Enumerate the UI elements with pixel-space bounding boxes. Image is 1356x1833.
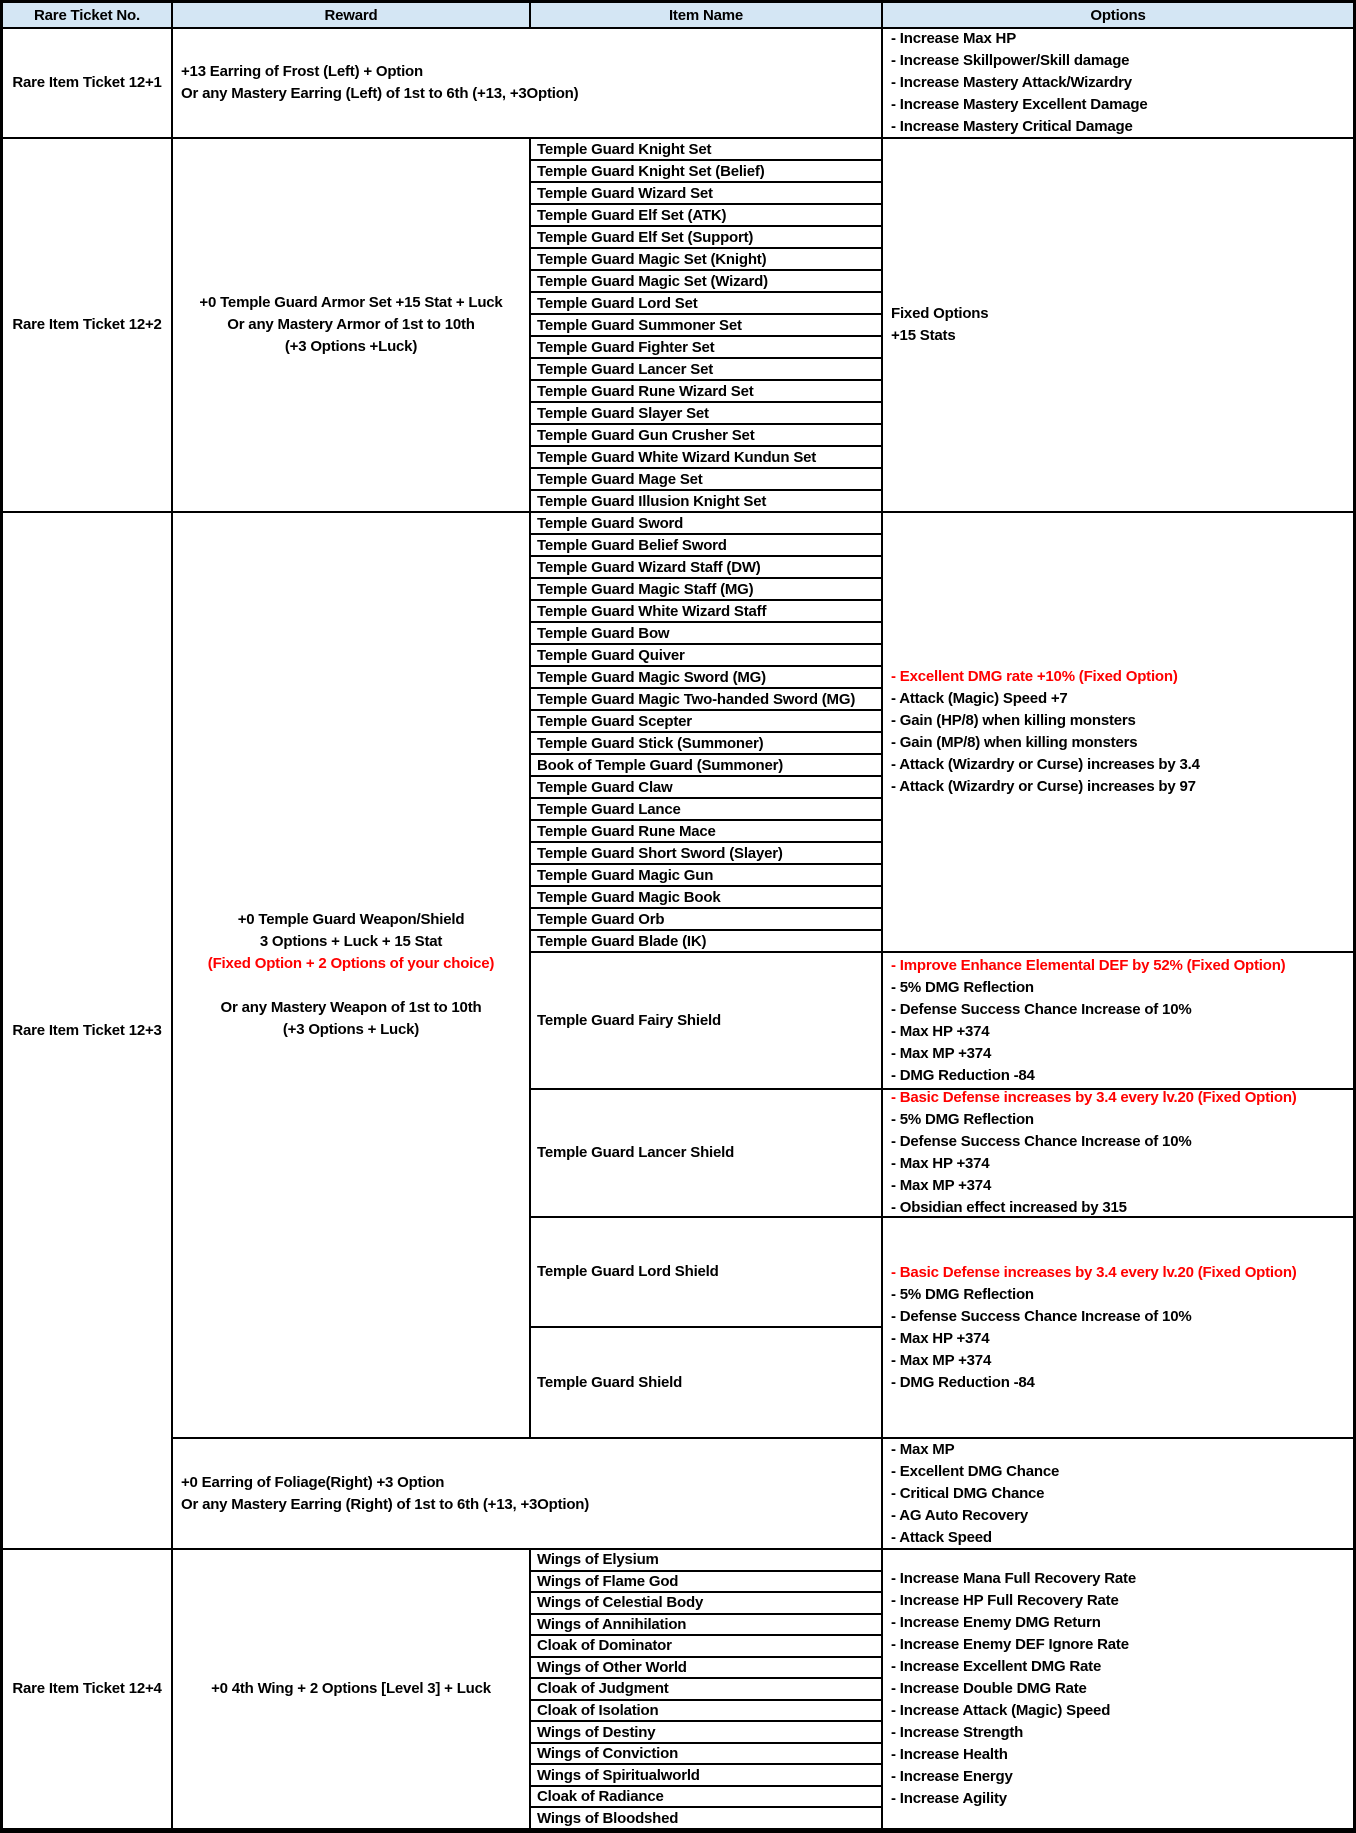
option-line: - Gain (HP/8) when killing monsters bbox=[891, 712, 1136, 729]
col-header-item-name bbox=[529, 3, 881, 27]
guard-shield-name: Temple Guard Shield bbox=[537, 1373, 683, 1391]
item-row: Temple Guard Illusion Knight Set bbox=[531, 489, 881, 511]
option-line: - Attack (Wizardry or Curse) increases by 3.4 bbox=[891, 756, 1200, 773]
option-line: - Max HP +374 bbox=[891, 1022, 990, 1040]
ticket3-reward-cell bbox=[171, 511, 529, 1437]
option-line: - 5% DMG Reflection bbox=[891, 1111, 1034, 1128]
option-line: Fixed Options bbox=[891, 305, 989, 322]
lord-shield-name-cell bbox=[529, 1216, 881, 1326]
option-line: - Max HP +374 bbox=[891, 1155, 990, 1172]
item-row: Temple Guard Wizard Staff (DW) bbox=[531, 555, 881, 577]
guard-shield-name-cell bbox=[529, 1326, 881, 1437]
option-line: - Max MP bbox=[891, 1440, 955, 1458]
item-row: Temple Guard Belief Sword bbox=[531, 533, 881, 555]
item-row: Temple Guard Wizard Set bbox=[531, 181, 881, 203]
col-header-options-label: Options bbox=[1090, 6, 1146, 24]
item-row: Cloak of Radiance bbox=[531, 1785, 881, 1807]
lancer-shield-options-cell bbox=[881, 1088, 1353, 1216]
option-line: - Improve Enhance Elemental DEF by 52% (Fixed Option) bbox=[891, 956, 1286, 974]
fairy-shield-name: Temple Guard Fairy Shield bbox=[537, 1011, 721, 1029]
item-row: Temple Guard Magic Gun bbox=[531, 863, 881, 885]
option-line: - Increase Health bbox=[891, 1746, 1008, 1763]
option-line: - Max HP +374 bbox=[891, 1329, 990, 1347]
reward-line: +13 Earring of Frost (Left) + Option bbox=[181, 63, 423, 80]
ticket3-weapon-list bbox=[529, 511, 881, 951]
option-line: - DMG Reduction -84 bbox=[891, 1066, 1035, 1084]
reward-line: (+3 Options +Luck) bbox=[284, 338, 418, 355]
option-line: - Increase Mana Full Recovery Rate bbox=[891, 1570, 1136, 1587]
option-line: - Attack (Magic) Speed +7 bbox=[891, 690, 1068, 707]
reward-line: +0 Temple Guard Weapon/Shield bbox=[237, 911, 465, 928]
reward-line: Or any Mastery Armor of 1st to 10th bbox=[227, 316, 475, 333]
ticket2-reward-cell bbox=[171, 137, 529, 511]
option-line: - Increase Agility bbox=[891, 1790, 1007, 1807]
option-line: - Defense Success Chance Increase of 10% bbox=[891, 1307, 1192, 1325]
option-line: - Critical DMG Chance bbox=[891, 1484, 1045, 1502]
ticket3-no-label: Rare Item Ticket 12+3 bbox=[12, 1021, 162, 1039]
item-row: Temple Guard Lancer Set bbox=[531, 357, 881, 379]
item-row: Temple Guard Blade (IK) bbox=[531, 929, 881, 951]
item-row: Temple Guard Rune Mace bbox=[531, 819, 881, 841]
ticket1-no-label: Rare Item Ticket 12+1 bbox=[12, 74, 162, 91]
ticket1-options-cell bbox=[881, 27, 1353, 137]
lancer-shield-name: Temple Guard Lancer Shield bbox=[537, 1144, 735, 1161]
ticket1-reward-cell bbox=[171, 27, 881, 137]
lord-and-shield-options-cell bbox=[881, 1216, 1353, 1437]
item-row: Wings of Celestial Body bbox=[531, 1591, 881, 1613]
item-row: Temple Guard Magic Set (Knight) bbox=[531, 247, 881, 269]
item-row: Temple Guard Lance bbox=[531, 797, 881, 819]
option-line: - Basic Defense increases by 3.4 every lv.20 (Fixed Option) bbox=[891, 1263, 1297, 1281]
option-line: - Excellent DMG rate +10% (Fixed Option) bbox=[891, 668, 1178, 685]
reward-line: +0 Temple Guard Armor Set +15 Stat + Luck bbox=[199, 294, 503, 311]
item-row: Temple Guard Knight Set (Belief) bbox=[531, 159, 881, 181]
ticket4-no-label: Rare Item Ticket 12+4 bbox=[12, 1680, 162, 1697]
option-line: - Obsidian effect increased by 315 bbox=[891, 1199, 1127, 1216]
option-line: - Increase Mastery Critical Damage bbox=[891, 118, 1133, 135]
option-line: - Increase Mastery Attack/Wizardry bbox=[891, 74, 1132, 91]
option-line: - Increase Strength bbox=[891, 1724, 1024, 1741]
option-line: - Basic Defense increases by 3.4 every lv.20 (Fixed Option) bbox=[891, 1089, 1297, 1106]
item-row: Temple Guard Slayer Set bbox=[531, 401, 881, 423]
option-line: - Defense Success Chance Increase of 10% bbox=[891, 1000, 1192, 1018]
item-row: Temple Guard Magic Book bbox=[531, 885, 881, 907]
item-row: Wings of Annihilation bbox=[531, 1613, 881, 1635]
item-row: Wings of Elysium bbox=[537, 1551, 659, 1569]
item-row: Temple Guard Orb bbox=[531, 907, 881, 929]
item-row: Temple Guard Bow bbox=[531, 621, 881, 643]
option-line: - Max MP +374 bbox=[891, 1351, 992, 1369]
col-header-reward bbox=[171, 3, 529, 27]
reward-line: +0 4th Wing + 2 Options [Level 3] + Luck bbox=[211, 1680, 491, 1697]
ticket4-no-cell bbox=[3, 1548, 171, 1828]
fairy-shield-name-cell bbox=[529, 951, 881, 1088]
option-line: - 5% DMG Reflection bbox=[891, 978, 1034, 996]
option-line: - Increase Attack (Magic) Speed bbox=[891, 1702, 1111, 1719]
item-row: Temple Guard Mage Set bbox=[531, 467, 881, 489]
option-line: - Increase Excellent DMG Rate bbox=[891, 1658, 1102, 1675]
earring-options-cell bbox=[881, 1437, 1353, 1548]
col-header-reward-label: Reward bbox=[324, 6, 378, 24]
item-row: Temple Guard Knight Set bbox=[537, 140, 712, 158]
option-line: - Increase HP Full Recovery Rate bbox=[891, 1592, 1119, 1609]
option-line: - Increase Max HP bbox=[891, 30, 1016, 47]
col-header-item-name-label: Item Name bbox=[668, 6, 744, 24]
option-line: - AG Auto Recovery bbox=[891, 1506, 1028, 1524]
item-row: Temple Guard Gun Crusher Set bbox=[531, 423, 881, 445]
option-line: - Max MP +374 bbox=[891, 1044, 992, 1062]
item-row: Temple Guard Fighter Set bbox=[531, 335, 881, 357]
ticket4-item-list bbox=[529, 1548, 881, 1828]
item-row: Wings of Other World bbox=[531, 1656, 881, 1678]
option-line: - Increase Enemy DEF Ignore Rate bbox=[891, 1636, 1129, 1653]
option-line: - 5% DMG Reflection bbox=[891, 1285, 1034, 1303]
fairy-shield-options-cell bbox=[881, 951, 1353, 1088]
item-row: Temple Guard Magic Set (Wizard) bbox=[531, 269, 881, 291]
item-row: Wings of Bloodshed bbox=[531, 1806, 881, 1828]
item-row: Temple Guard Claw bbox=[531, 775, 881, 797]
reward-line: (Fixed Option + 2 Options of your choice) bbox=[207, 955, 495, 972]
option-line: - Increase Skillpower/Skill damage bbox=[891, 52, 1130, 69]
ticket3-no-cell bbox=[3, 511, 171, 1548]
reward-line: Or any Mastery Earring (Right) of 1st to 6th (+13, +3Option) bbox=[181, 1495, 590, 1513]
ticket4-reward-cell bbox=[171, 1548, 529, 1828]
lancer-shield-name-cell bbox=[529, 1088, 881, 1216]
item-row: Temple Guard Magic Sword (MG) bbox=[531, 665, 881, 687]
item-row: Temple Guard Sword bbox=[537, 514, 684, 532]
item-row: Temple Guard Quiver bbox=[531, 643, 881, 665]
option-line: - Attack (Wizardry or Curse) increases by 97 bbox=[891, 778, 1196, 795]
item-row: Wings of Spiritualworld bbox=[531, 1763, 881, 1785]
reward-line: Or any Mastery Earring (Left) of 1st to 6th (+13, +3Option) bbox=[181, 85, 579, 102]
ticket1-no-cell bbox=[3, 27, 171, 137]
earring-reward-cell bbox=[171, 1437, 881, 1548]
ticket2-no-label: Rare Item Ticket 12+2 bbox=[12, 316, 162, 333]
option-line: - Increase Double DMG Rate bbox=[891, 1680, 1087, 1697]
reward-line: (+3 Options + Luck) bbox=[282, 1021, 420, 1038]
ticket2-options-cell bbox=[881, 137, 1353, 511]
option-line: - Excellent DMG Chance bbox=[891, 1462, 1060, 1480]
item-row: Temple Guard Magic Two-handed Sword (MG) bbox=[531, 687, 881, 709]
item-row: Book of Temple Guard (Summoner) bbox=[531, 753, 881, 775]
item-row: Temple Guard Magic Staff (MG) bbox=[531, 577, 881, 599]
item-row: Temple Guard Elf Set (ATK) bbox=[531, 203, 881, 225]
option-line: - Max MP +374 bbox=[891, 1177, 992, 1194]
option-line: +15 Stats bbox=[891, 327, 956, 344]
col-header-ticket-no-label: Rare Ticket No. bbox=[34, 6, 140, 24]
option-line: - Attack Speed bbox=[891, 1528, 992, 1546]
item-row: Temple Guard White Wizard Kundun Set bbox=[531, 445, 881, 467]
option-line: - Gain (MP/8) when killing monsters bbox=[891, 734, 1138, 751]
item-row: Wings of Destiny bbox=[531, 1720, 881, 1742]
ticket4-options-cell bbox=[881, 1548, 1353, 1828]
item-row: Cloak of Isolation bbox=[531, 1699, 881, 1721]
item-row: Cloak of Dominator bbox=[531, 1634, 881, 1656]
item-row: Temple Guard Short Sword (Slayer) bbox=[531, 841, 881, 863]
item-row: Temple Guard Scepter bbox=[531, 709, 881, 731]
item-row: Temple Guard Elf Set (Support) bbox=[531, 225, 881, 247]
option-line: - DMG Reduction -84 bbox=[891, 1373, 1035, 1391]
item-row: Temple Guard White Wizard Staff bbox=[531, 599, 881, 621]
item-row: Temple Guard Summoner Set bbox=[531, 313, 881, 335]
col-header-ticket-no bbox=[3, 3, 171, 27]
item-row: Temple Guard Stick (Summoner) bbox=[531, 731, 881, 753]
col-header-options bbox=[881, 3, 1353, 27]
ticket3-weapon-options-cell bbox=[881, 511, 1353, 951]
option-line: - Increase Mastery Excellent Damage bbox=[891, 96, 1148, 113]
ticket2-item-list bbox=[529, 137, 881, 511]
option-line: - Defense Success Chance Increase of 10% bbox=[891, 1133, 1192, 1150]
option-line: - Increase Energy bbox=[891, 1768, 1013, 1785]
item-row: Temple Guard Rune Wizard Set bbox=[531, 379, 881, 401]
ticket2-no-cell bbox=[3, 137, 171, 511]
option-line: - Increase Enemy DMG Return bbox=[891, 1614, 1101, 1631]
item-row: Wings of Flame God bbox=[531, 1570, 881, 1592]
reward-line: 3 Options + Luck + 15 Stat bbox=[259, 933, 443, 950]
item-row: Cloak of Judgment bbox=[531, 1677, 881, 1699]
item-row: Wings of Conviction bbox=[531, 1742, 881, 1764]
reward-line: +0 Earring of Foliage(Right) +3 Option bbox=[181, 1473, 445, 1491]
reward-line: Or any Mastery Weapon of 1st to 10th bbox=[220, 999, 482, 1016]
lord-shield-name: Temple Guard Lord Shield bbox=[537, 1263, 719, 1280]
item-row: Temple Guard Lord Set bbox=[531, 291, 881, 313]
